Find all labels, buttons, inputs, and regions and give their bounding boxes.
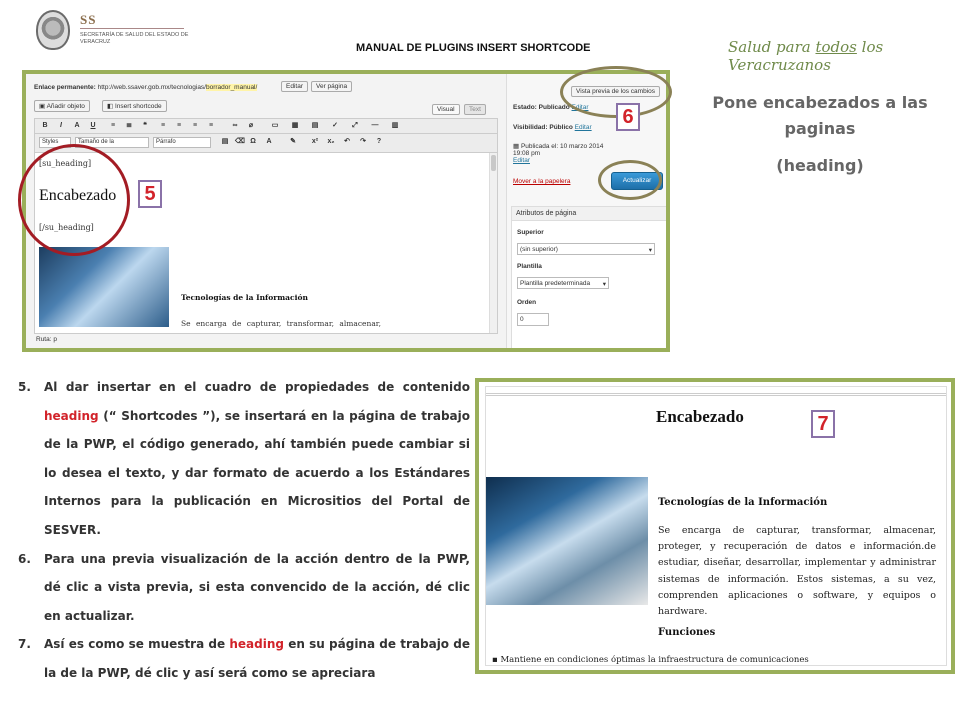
instruction-text-part: Para una previa visualización de la acción dentro de la PWP, dé clic a vista previa, si esta convencido de la acción, dé clic en actualizar. bbox=[44, 551, 470, 623]
permalink-label: Enlace permanente: bbox=[34, 84, 96, 91]
slogan-part-3: los Veracruzanos bbox=[728, 38, 884, 74]
preview-frame bbox=[485, 386, 947, 666]
align-right-icon[interactable]: ≡ bbox=[192, 122, 198, 129]
superior-select[interactable] bbox=[517, 243, 655, 255]
caption-title: Pone encabezados a las paginas bbox=[712, 93, 928, 138]
status-edit-link[interactable]: Editar bbox=[571, 104, 589, 111]
justify-icon[interactable]: ≡ bbox=[208, 122, 214, 129]
unlink-icon[interactable]: ⌀ bbox=[248, 122, 254, 129]
published-row bbox=[513, 142, 605, 164]
published-edit-link[interactable]: Editar bbox=[513, 157, 530, 164]
highlight-circle-update bbox=[598, 160, 662, 200]
bullet-icon: ▪ bbox=[492, 655, 501, 665]
preview-paragraph: Se encarga de capturar, transformar, almacenar, proteger, y recuperación de datos e información.de estudiar, diseñar, desarrollar, implementar y administrar sistemas de información. Estos sistemas, a su vez, comprenden aplicaciones o software, y equipos o hardware. bbox=[658, 525, 936, 618]
instruction-number: 7. bbox=[18, 637, 31, 652]
permalink-url: http://web.ssaver.gob.mx/tecnologias/ bbox=[97, 84, 206, 91]
instruction-item bbox=[18, 545, 470, 631]
instruction-text bbox=[44, 373, 470, 545]
document-title: MANUAL DE PLUGINS INSERT SHORTCODE bbox=[356, 42, 591, 54]
status-text: Estado: Publicado bbox=[513, 104, 570, 111]
spellcheck-icon[interactable]: ✓ bbox=[332, 122, 338, 129]
bullet-list-icon[interactable]: ≡ bbox=[110, 122, 116, 129]
logo-secretaria: SECRETARÍA DE SALUD DEL ESTADO DE VERACRUZ bbox=[80, 32, 189, 45]
instruction-text bbox=[44, 630, 470, 687]
preview-top-rule bbox=[486, 393, 946, 396]
section-paragraph: Se encarga de capturar, transformar, almacenar, bbox=[181, 319, 381, 328]
logo-ss: SS bbox=[80, 12, 97, 27]
link-icon[interactable]: ∞ bbox=[232, 122, 238, 129]
sesver-logo bbox=[36, 10, 189, 52]
slogan bbox=[728, 38, 960, 74]
calendar-icon: ▦ bbox=[513, 143, 521, 150]
tab-text[interactable]: Text bbox=[464, 104, 486, 115]
published-date: Publicada el: 10 marzo 2014 19:08 pm bbox=[513, 143, 604, 157]
editor-toolbar-2 bbox=[34, 134, 498, 152]
editor-scrollbar[interactable] bbox=[489, 153, 497, 333]
preview-bullet bbox=[492, 655, 809, 665]
shortcode-close-tag: [/su_heading] bbox=[39, 223, 94, 232]
underline-icon[interactable]: U bbox=[90, 122, 96, 129]
marker-6: 6 bbox=[616, 103, 640, 131]
permalink-slug: borrador_manual/ bbox=[206, 84, 258, 91]
paste-text-icon[interactable]: ▤ bbox=[221, 138, 229, 145]
text-color-icon[interactable]: A bbox=[266, 138, 272, 145]
order-input[interactable]: 0 bbox=[517, 313, 549, 326]
instruction-text-part: en su página de trabajo de la de la PWP, dé clic y así será como se apreciara bbox=[44, 637, 470, 680]
instruction-text-part: Así es como se muestra de bbox=[44, 637, 230, 652]
grid-icon[interactable]: ▤ bbox=[311, 122, 319, 129]
preview-bullet-text: Mantiene en condiciones óptimas la infraestructura de comunicaciones bbox=[500, 655, 809, 665]
publish-sidebar bbox=[506, 74, 670, 352]
template-label: Plantilla bbox=[517, 263, 542, 270]
instructions-list bbox=[18, 373, 470, 688]
bold-icon[interactable]: B bbox=[42, 122, 48, 129]
number-list-icon[interactable]: ≣ bbox=[126, 122, 132, 129]
table-icon[interactable]: ▦ bbox=[291, 122, 299, 129]
veracruz-seal-icon bbox=[36, 10, 70, 50]
help-icon[interactable]: ? bbox=[376, 138, 382, 145]
caption-subtitle: (heading) bbox=[776, 156, 864, 175]
superior-label: Superior bbox=[517, 229, 544, 236]
instruction-item bbox=[18, 373, 470, 545]
logo-divider bbox=[80, 28, 184, 29]
preview-functions-title: Funciones bbox=[658, 627, 716, 638]
move-to-trash-link[interactable]: Mover a la papelera bbox=[513, 178, 571, 185]
tab-visual[interactable]: Visual bbox=[432, 104, 460, 115]
undo-icon[interactable]: ↶ bbox=[344, 138, 350, 145]
shortcode-icon: ◧ bbox=[107, 103, 115, 110]
visibility-edit-link[interactable]: Editar bbox=[574, 124, 592, 131]
font-size-select[interactable]: Tamaño de la bbox=[75, 137, 149, 148]
chevron-down-icon: ▾ bbox=[602, 281, 606, 288]
tech-photo bbox=[39, 247, 169, 327]
page-preview-screenshot bbox=[475, 378, 955, 674]
permalink-edit-button[interactable]: Editar bbox=[281, 81, 308, 92]
permalink-row bbox=[34, 84, 257, 91]
highlight-circle-heading bbox=[18, 144, 130, 256]
strikethrough-icon[interactable]: A bbox=[74, 122, 80, 129]
view-page-button[interactable]: Ver página bbox=[311, 81, 352, 92]
add-object-label: Añadir objeto bbox=[46, 103, 85, 110]
visibility-text: Visibilidad: Público bbox=[513, 124, 573, 131]
align-center-icon[interactable]: ≡ bbox=[176, 122, 182, 129]
insert-shortcode-button[interactable] bbox=[102, 100, 167, 112]
add-object-button[interactable] bbox=[34, 100, 90, 112]
preview-heading: Encabezado bbox=[656, 407, 744, 426]
heading-text: Encabezado bbox=[39, 187, 117, 204]
slogan-part-1: Salud para bbox=[728, 38, 816, 56]
preview-changes-button[interactable]: Vista previa de los cambios bbox=[571, 86, 660, 97]
instruction-item bbox=[18, 630, 470, 687]
update-button[interactable]: Actualizar bbox=[611, 172, 663, 190]
section-title: Tecnologías de la Información bbox=[181, 293, 308, 302]
insert-shortcode-label: Insert shortcode bbox=[114, 103, 162, 110]
instruction-text bbox=[44, 545, 470, 631]
omega-icon[interactable]: Ω bbox=[250, 138, 256, 145]
more-icon[interactable]: ▭ bbox=[271, 122, 279, 129]
shortcode-open-tag: [su_heading] bbox=[39, 159, 92, 168]
instruction-text-part: (“ Shortcodes ”), se insertará en la página de trabajo de la PWP, el código generado, ahí también puede cambiar si lo desea el texto, y dar formato de acuerdo a los Estándares Internos para la publicación en Micrositios del Portal de SESVER. bbox=[44, 408, 470, 537]
superscript-icon[interactable]: x² bbox=[311, 138, 319, 145]
subscript-icon[interactable]: x₂ bbox=[327, 138, 335, 145]
page-attributes-title: Atributos de página bbox=[512, 207, 666, 221]
fullscreen-icon[interactable]: ⤢ bbox=[352, 122, 358, 129]
editor-path: Ruta: p bbox=[36, 336, 57, 343]
hr-icon[interactable]: — bbox=[371, 122, 379, 129]
keyword-heading: heading bbox=[44, 408, 99, 423]
chevron-down-icon: ▾ bbox=[648, 247, 652, 254]
paragraph-select[interactable]: Párrafo bbox=[153, 137, 211, 148]
slogan-part-2: todos bbox=[815, 38, 857, 56]
preview-tech-photo bbox=[486, 477, 648, 605]
superior-value: (sin superior) bbox=[520, 246, 558, 253]
order-label: Orden bbox=[517, 299, 537, 306]
page-attributes-box bbox=[511, 206, 667, 352]
instruction-text-part: Al dar insertar en el cuadro de propiedades de contenido bbox=[44, 380, 470, 394]
marker-7: 7 bbox=[811, 410, 835, 438]
preview-section-title: Tecnologías de la Información bbox=[658, 497, 828, 508]
template-value: Plantilla predeterminada bbox=[520, 280, 591, 287]
editor-toolbar-1 bbox=[34, 118, 498, 134]
keyword-heading: heading bbox=[229, 637, 284, 652]
template-select[interactable] bbox=[517, 277, 609, 289]
visibility-row bbox=[513, 124, 592, 131]
kitchen-sink-icon[interactable]: ▥ bbox=[391, 122, 399, 129]
align-left-icon[interactable]: ≡ bbox=[160, 122, 166, 129]
media-icon: ▣ bbox=[39, 103, 47, 110]
clear-format-icon[interactable]: ⌫ bbox=[235, 138, 245, 145]
highlight-icon[interactable]: ✎ bbox=[290, 138, 296, 145]
blockquote-icon[interactable]: ❝ bbox=[143, 122, 147, 129]
italic-icon[interactable]: I bbox=[60, 122, 62, 129]
redo-icon[interactable]: ↷ bbox=[360, 138, 366, 145]
instruction-number: 5. bbox=[18, 380, 31, 394]
instruction-number: 6. bbox=[18, 551, 31, 566]
marker-5: 5 bbox=[138, 180, 162, 208]
styles-select[interactable]: Styles bbox=[39, 137, 71, 148]
